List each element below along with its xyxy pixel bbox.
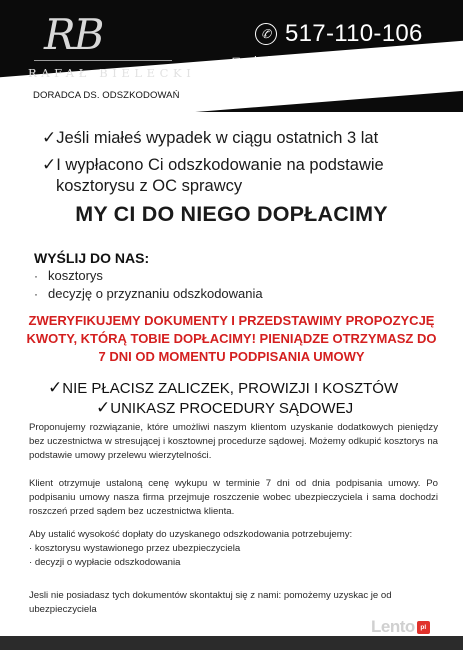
send-item: · kosztorys [34, 268, 103, 283]
verify-line: ZWERYFIKUJEMY DOKUMENTY I PRZEDSTAWIMY PROPOZYCJĘ [28, 313, 435, 328]
send-item: · decyzję o przyznaniu odszkodowania [34, 286, 263, 301]
email-contact[interactable] [232, 55, 421, 67]
lead-line-1: ✓Jeśli miałeś wypadek w ciągu ostatnich 3 lat [42, 128, 379, 147]
watermark-badge: pl [417, 621, 430, 634]
phone-icon: ✆ [255, 23, 277, 45]
email-address: odszkodowania.bielecki@gmail.com [244, 55, 422, 67]
logo-divider [34, 60, 172, 61]
mail-icon: ✉ [232, 55, 241, 67]
checkmark-icon: ✓ [42, 155, 57, 174]
logo-name: RAFAŁ BIELECKI [28, 66, 196, 80]
phone-contact[interactable] [255, 20, 423, 48]
lead-line-2: ✓I wypłacono Ci odszkodowanie na podstawie [42, 155, 384, 174]
promise-no-court: ✓UNIKASZ PROCEDURY SĄDOWEJ [96, 398, 354, 417]
requirement-item: · decyzji o wypłacie odszkodowania [29, 557, 181, 568]
headline: MY CI DO NIEGO DOPŁACIMY [75, 202, 388, 226]
send-title: WYŚLIJ DO NAS: [34, 250, 150, 266]
lead-line-3: kosztorysu z OC sprawcy [56, 177, 243, 195]
verify-line: 7 DNI OD MOMENTU PODPISANIA UMOWY [98, 349, 365, 364]
verify-line: KWOTY, KTÓRĄ TOBIE DOPŁACIMY! PIENIĄDZE OTRZYMASZ DO [26, 331, 437, 346]
checkmark-icon: ✓ [42, 128, 57, 147]
logo-subtitle: DORADCA DS. ODSZKODOWAŃ [33, 90, 180, 101]
paragraph-proposal: Proponujemy rozwiązanie, które umożliwi naszym klientom uzyskanie dodatkowych pieniędzy bez uczestnictwa w stresującej i kosztownej procedurze sądowej. Możemy odkupić kosztorys na podstawie umowy przelewu wierzytelności. [29, 422, 438, 461]
logo-monogram: RB [44, 10, 103, 59]
paragraph-process: Klient otrzymuje ustaloną cenę wykupu w terminie 7 dni od dnia podpisania umowy. Po podpisaniu umowy nasza firma przejmuje roszczenie wobec ubezpieczyciela i sama dochodzi roszczeń przed sądem bez uczestnictwa klienta. [29, 478, 438, 517]
header [0, 0, 463, 112]
verify-block [0, 312, 463, 366]
watermark [371, 617, 430, 637]
watermark-text: Lento [371, 617, 415, 636]
phone-number: 517-110-106 [285, 20, 423, 47]
footer-bar [0, 636, 463, 650]
paragraph-requirements-intro: Aby ustalić wysokość dopłaty do uzyskanego odszkodowania potrzebujemy: [29, 529, 353, 540]
promise-no-fees: ✓NIE PŁACISZ ZALICZEK, PROWIZJI I KOSZTÓW [48, 378, 399, 397]
requirement-item: · kosztorysu wystawionego przez ubezpieczyciela [29, 543, 241, 554]
checkmark-icon: ✓ [48, 378, 63, 397]
checkmark-icon: ✓ [96, 398, 111, 417]
paragraph-contact: Jesli nie posiadasz tych dokumentów skontaktuj się z nami: pomożemy uzyskac je od ubezpieczyciela [29, 590, 392, 615]
